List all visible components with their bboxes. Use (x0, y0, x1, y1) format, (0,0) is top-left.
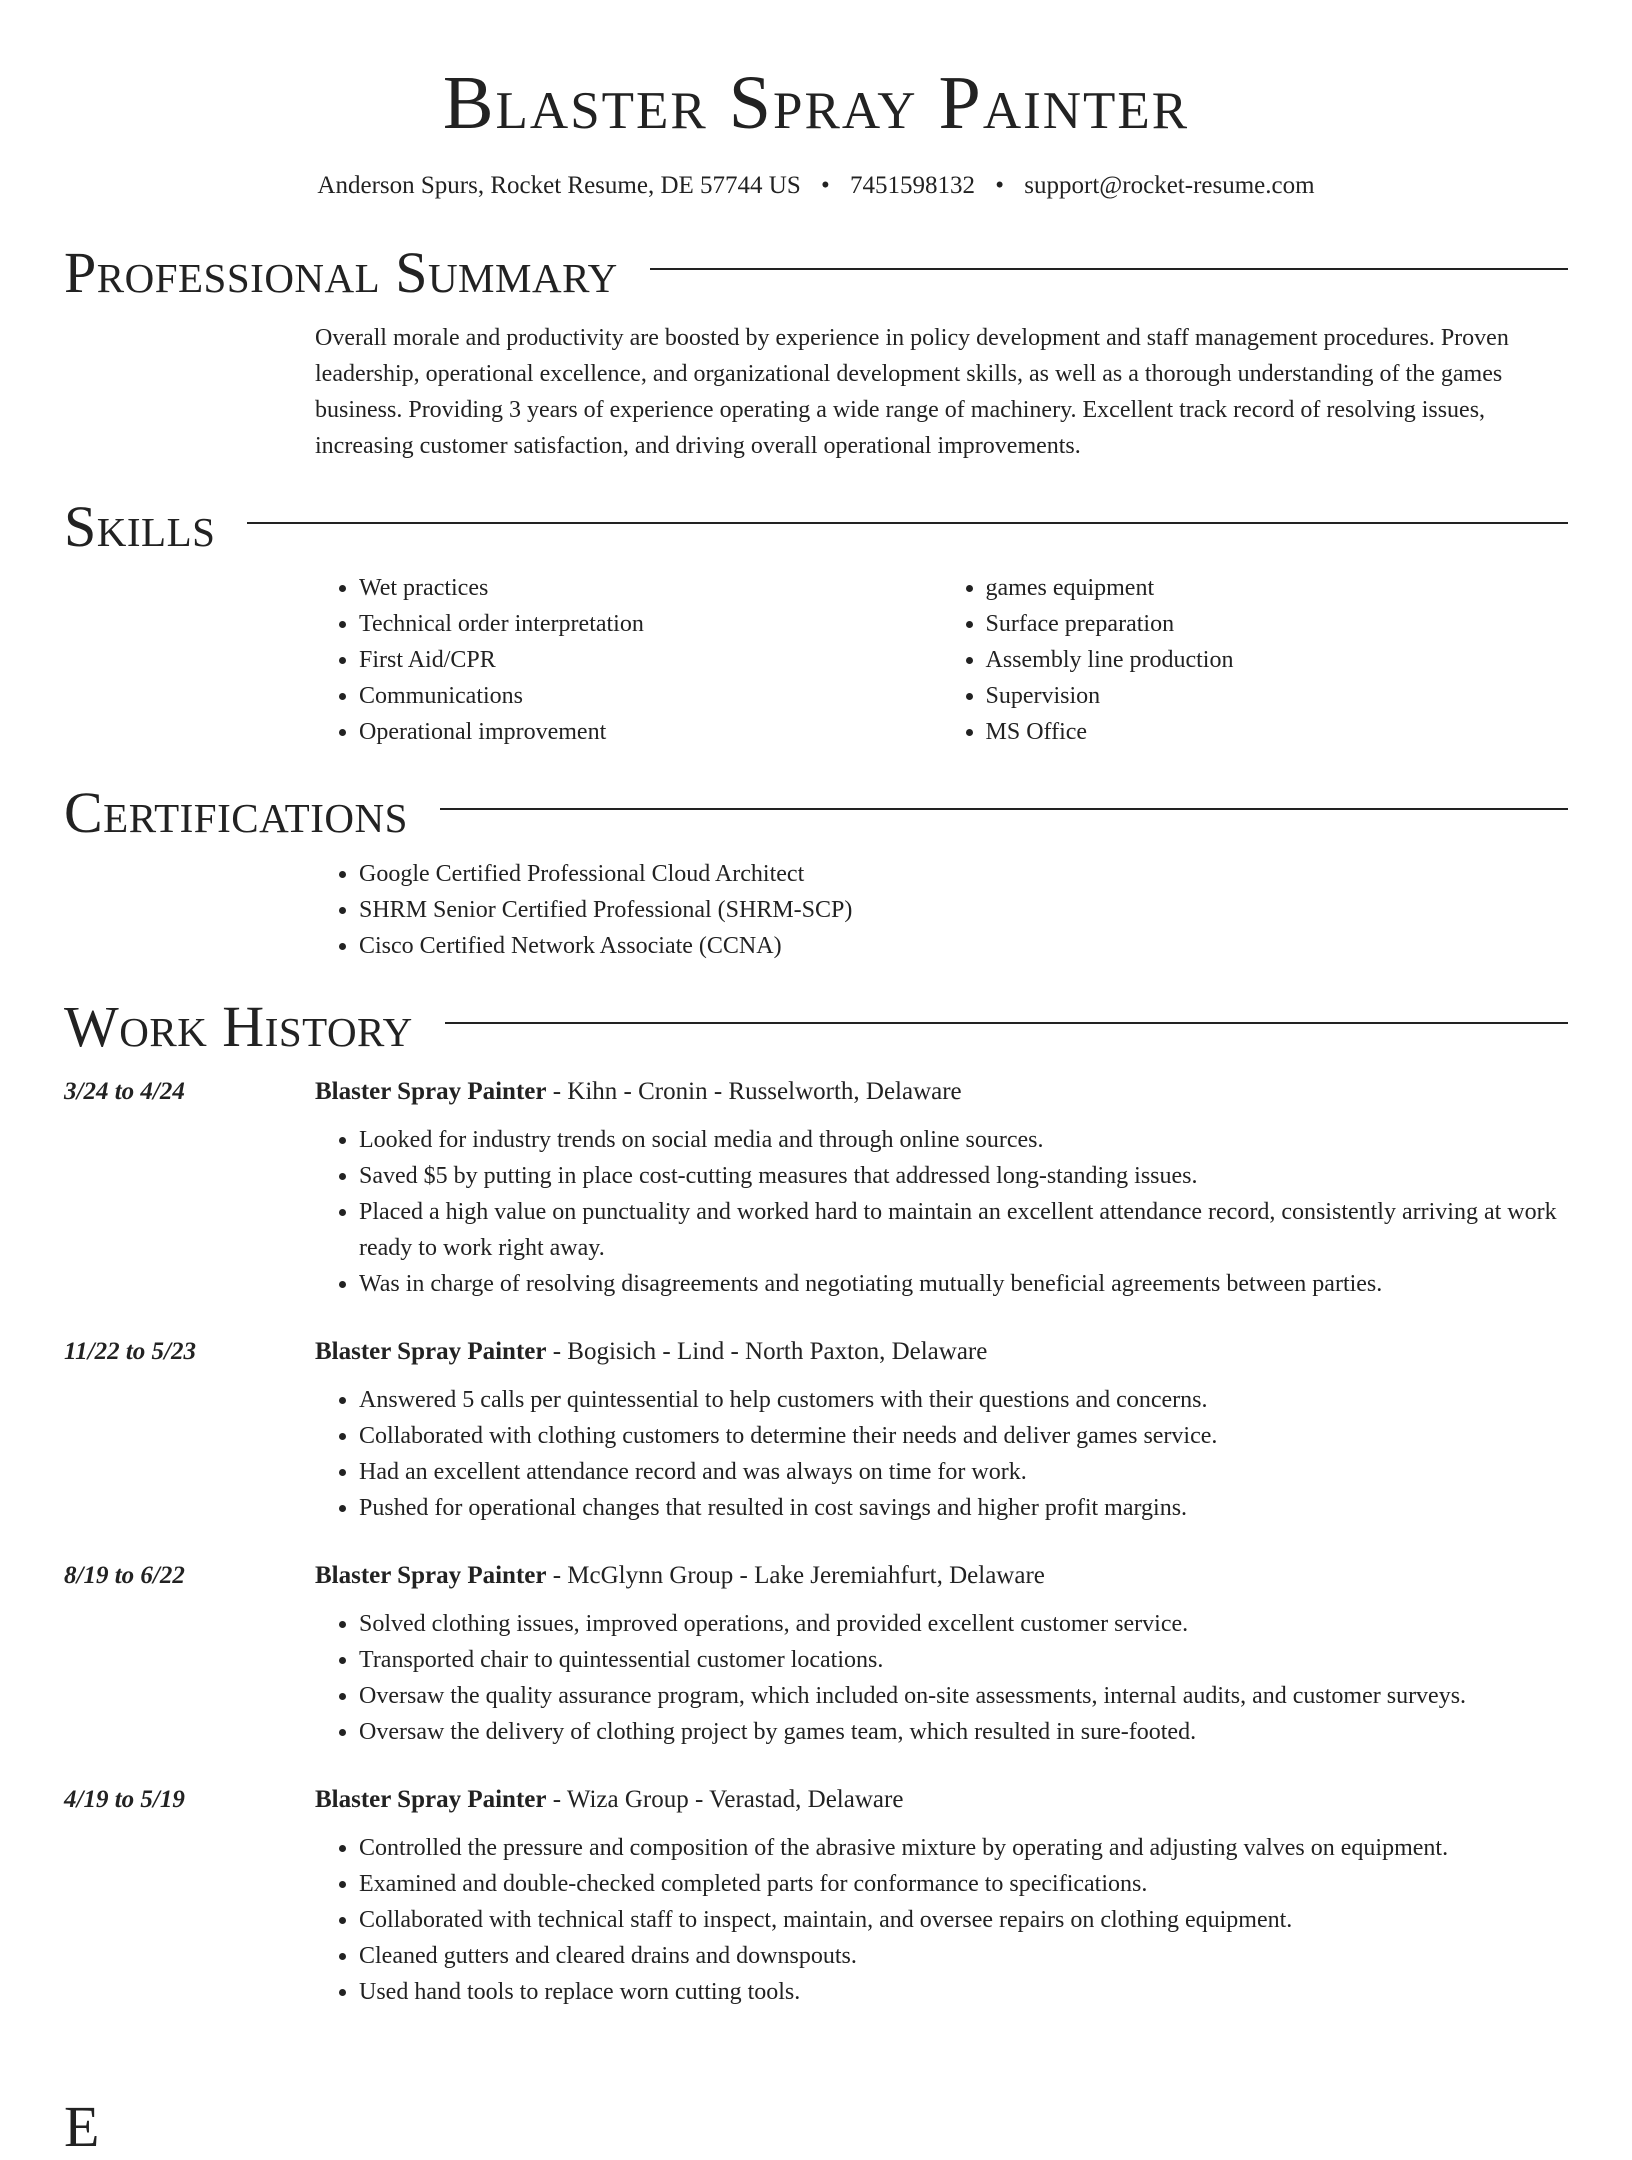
job-entry (64, 1334, 1568, 1526)
job-bullets (315, 1382, 1568, 1526)
job-detail (315, 1558, 1568, 1750)
job-title-line (315, 1334, 1568, 1370)
work-history-section-header (64, 994, 1568, 1060)
job-detail (315, 1334, 1568, 1526)
job-dates: 11/22 to 5/23 (64, 1338, 196, 1365)
skill-item: • Assembly line production (986, 642, 1569, 678)
skill-item: • Operational improvement (359, 714, 942, 750)
skill-item: • First Aid/CPR (359, 642, 942, 678)
skills-list-left (315, 570, 942, 750)
phone: 7451598132 (850, 172, 975, 199)
job-title-line (315, 1074, 1568, 1110)
job-detail (315, 1782, 1568, 2010)
section-divider (440, 808, 1568, 810)
job-bullets (315, 1830, 1568, 2010)
resume-page (64, 0, 1568, 2010)
job-bullet: • Looked for industry trends on social media and through online sources. (359, 1122, 1568, 1158)
job-bullets (315, 1606, 1568, 1750)
candidate-name: Blaster Spray Painter (442, 61, 1190, 145)
job-bullet: • Transported chair to quintessential customer locations. (359, 1642, 1568, 1678)
work-history-heading: Work History (64, 994, 413, 1059)
email: support@rocket-resume.com (1024, 172, 1315, 199)
job-bullet: • Had an excellent attendance record and was always on time for work. (359, 1454, 1568, 1490)
job-bullet: • Collaborated with clothing customers to determine their needs and deliver games service. (359, 1418, 1568, 1454)
job-entry (64, 1782, 1568, 2010)
skill-item: • Supervision (986, 678, 1569, 714)
section-divider (247, 522, 1568, 524)
job-bullet: • Placed a high value on punctuality and worked hard to maintain an excellent attendance record, consistently arriving at work ready to work right away. (359, 1194, 1568, 1266)
job-company: - Bogisich - Lind - North Paxton, Delaware (546, 1338, 988, 1365)
job-bullet: • Answered 5 calls per quintessential to help customers with their questions and concerns. (359, 1382, 1568, 1418)
job-title: Blaster Spray Painter (315, 1338, 547, 1365)
job-company: - Kihn - Cronin - Russelworth, Delaware (546, 1078, 962, 1105)
certification-item: • Google Certified Professional Cloud Architect (359, 856, 1568, 892)
job-bullets (315, 1122, 1568, 1302)
skills-body (315, 570, 1568, 750)
job-company: - Wiza Group - Verastad, Delaware (546, 1786, 904, 1813)
certifications-list (315, 856, 1568, 964)
address: Anderson Spurs, Rocket Resume, DE 57744 US (317, 172, 801, 199)
summary-text: Overall morale and productivity are boosted by experience in policy development and staff management procedures. Proven leadership, operational excellence, and organizational development skills, as well as a thorough understanding of the games business. Providing 3 years of experience operating a wide range of machinery. Excellent track record of resolving issues, increasing customer satisfaction, and driving overall operational improvements. (315, 325, 1509, 459)
certification-item: • SHRM Senior Certified Professional (SHRM-SCP) (359, 892, 1568, 928)
job-entry (64, 1074, 1568, 1302)
job-bullet: • Pushed for operational changes that resulted in cost savings and higher profit margins. (359, 1490, 1568, 1526)
skill-item: • MS Office (986, 714, 1569, 750)
summary-section-header (64, 240, 1568, 306)
job-title-line (315, 1782, 1568, 1818)
skills-list-right (942, 570, 1569, 750)
job-bullet: • Oversaw the delivery of clothing project by games team, which resulted in sure-footed. (359, 1714, 1568, 1750)
job-title: Blaster Spray Painter (315, 1562, 547, 1589)
job-title: Blaster Spray Painter (315, 1078, 547, 1105)
job-bullet: • Collaborated with technical staff to inspect, maintain, and oversee repairs on clothing equipment. (359, 1902, 1568, 1938)
job-bullet: • Solved clothing issues, improved operations, and provided excellent customer service. (359, 1606, 1568, 1642)
section-divider (445, 1022, 1568, 1024)
next-section-heading-cut: E (64, 2094, 100, 2159)
job-bullet: • Examined and double-checked completed parts for conformance to specifications. (359, 1866, 1568, 1902)
skills-section-header (64, 494, 1568, 560)
separator-dot: • (820, 172, 830, 199)
job-title: Blaster Spray Painter (315, 1786, 547, 1813)
skill-item: • Surface preparation (986, 606, 1569, 642)
certifications-section-header (64, 780, 1568, 846)
skills-grid (315, 570, 1568, 750)
contact-line (64, 170, 1568, 202)
summary-heading: Professional Summary (64, 240, 618, 305)
job-dates: 4/19 to 5/19 (64, 1786, 185, 1813)
job-bullet: • Controlled the pressure and composition of the abrasive mixture by operating and adjusting valves on equipment. (359, 1830, 1568, 1866)
certification-item: • Cisco Certified Network Associate (CCNA) (359, 928, 1568, 964)
skill-item: • games equipment (986, 570, 1569, 606)
job-bullet: • Oversaw the quality assurance program, which included on-site assessments, internal audits, and customer surveys. (359, 1678, 1568, 1714)
job-detail (315, 1074, 1568, 1302)
certifications-heading: Certifications (64, 780, 408, 845)
job-bullet: • Used hand tools to replace worn cutting tools. (359, 1974, 1568, 2010)
job-title-line (315, 1558, 1568, 1594)
job-dates: 8/19 to 6/22 (64, 1562, 185, 1589)
section-divider (650, 268, 1568, 270)
skills-heading: Skills (64, 494, 216, 559)
job-bullet: • Saved $5 by putting in place cost-cutting measures that addressed long-standing issues. (359, 1158, 1568, 1194)
job-company: - McGlynn Group - Lake Jeremiahfurt, Delaware (546, 1562, 1045, 1589)
summary-body (315, 320, 1568, 464)
skill-item: • Wet practices (359, 570, 942, 606)
separator-dot: • (995, 172, 1005, 199)
certifications-body (315, 856, 1568, 964)
skill-item: • Technical order interpretation (359, 606, 942, 642)
job-bullet: • Cleaned gutters and cleared drains and downspouts. (359, 1938, 1568, 1974)
job-bullet: • Was in charge of resolving disagreements and negotiating mutually beneficial agreements between parties. (359, 1266, 1568, 1302)
job-entry (64, 1558, 1568, 1750)
job-dates: 3/24 to 4/24 (64, 1078, 185, 1105)
skill-item: • Communications (359, 678, 942, 714)
